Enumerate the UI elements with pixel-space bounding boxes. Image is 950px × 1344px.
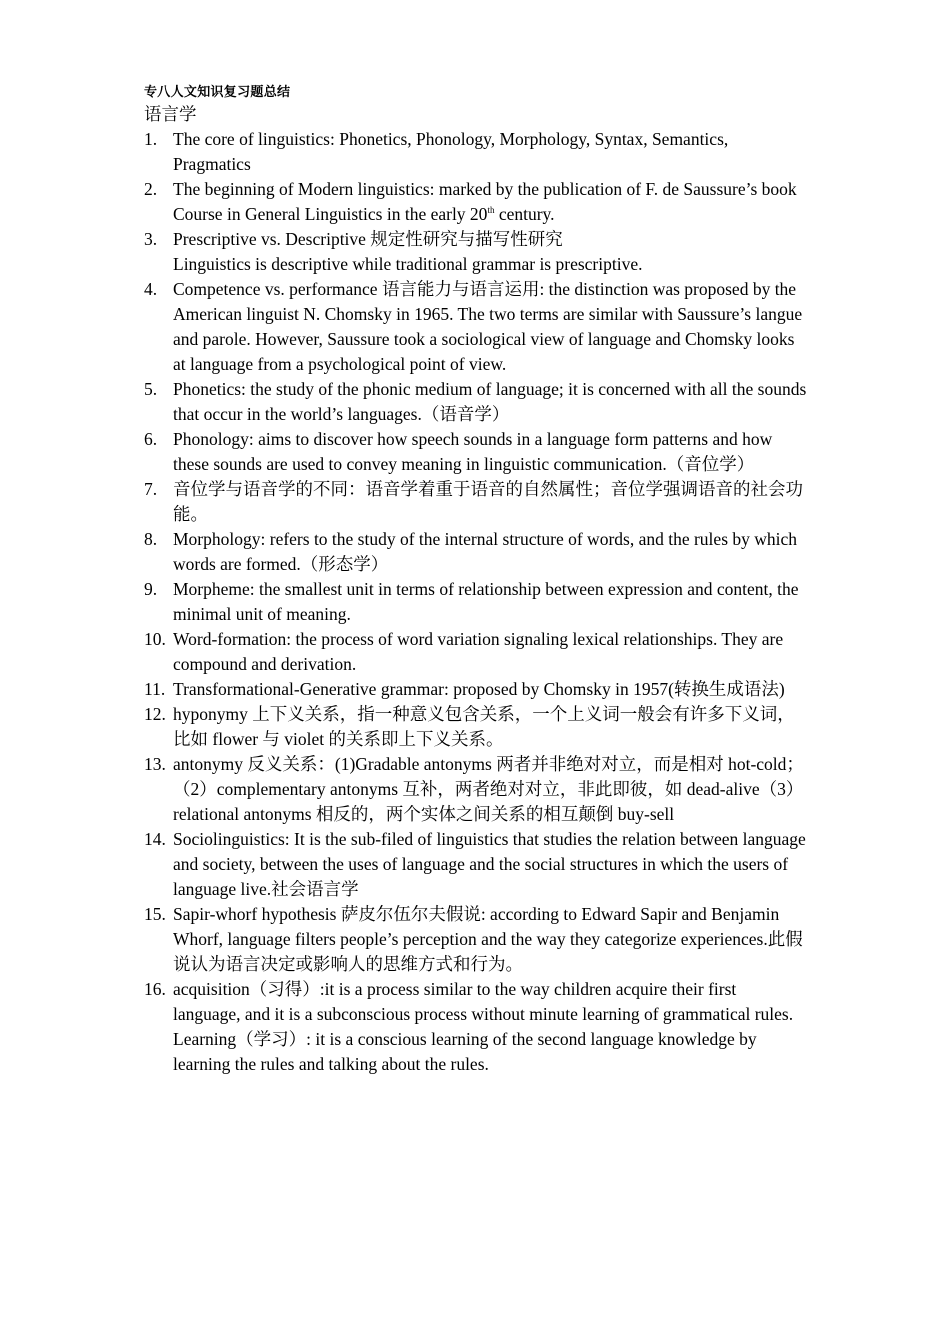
item-continuation: Linguistics is descriptive while traditional grammar is prescriptive. (173, 254, 643, 274)
item-text: Phonology: aims to discover how speech sounds in a language form patterns and how these sounds are used to convey meaning in linguistic communication.（音位学） (173, 429, 773, 474)
list-item (144, 427, 808, 477)
item-number: 10. (144, 629, 166, 649)
item-number: 5. (144, 379, 158, 399)
list-item (144, 377, 808, 427)
item-text: Phonetics: the study of the phonic medium of language; it is concerned with all the sounds that occur in the world’s languages.（语音学） (173, 379, 807, 424)
item-text: The core of linguistics: Phonetics, Phonology, Morphology, Syntax, Semantics, Pragmatics (173, 129, 729, 174)
item-text: Morphology: refers to the study of the internal structure of words, and the rules by which words are formed.（形态学） (173, 529, 798, 574)
item-text: Word-formation: the process of word variation signaling lexical relationships. They are compound and derivation. (173, 629, 784, 674)
item-text: antonymy 反义关系：(1)Gradable antonyms 两者并非绝对对立，而是相对 hot-cold；（2）complementary antonyms 互补，两者绝对对立，非此即彼，如 dead-alive（3）relational antonyms 相反的，两个实体之间关系的相互颠倒 buy-sell (173, 754, 804, 824)
item-number: 15. (144, 904, 166, 924)
item-text: Competence vs. performance 语言能力与语言运用: the distinction was proposed by the American linguist N. Chomsky in 1965. The two terms are similar with Saussure’s langue and parole. However, Saussure took a sociological view of language and Chomsky looks at language from a psychological point of view. (173, 279, 803, 374)
list-item (144, 527, 808, 577)
list-item (144, 752, 808, 827)
item-number: 9. (144, 579, 158, 599)
item-number: 6. (144, 429, 158, 449)
list-item (144, 227, 808, 277)
item-text: Sapir-whorf hypothesis 萨皮尔伍尔夫假说: according to Edward Sapir and Benjamin Whorf, language filters people’s perception and the way they categorize experiences.此假说认为语言决定或影响人的思维方式和行为。 (173, 904, 803, 974)
item-number: 4. (144, 279, 158, 299)
item-number: 3. (144, 229, 158, 249)
list-item (144, 477, 808, 527)
list-item (144, 277, 808, 377)
list-item (144, 177, 808, 227)
item-text: The beginning of Modern linguistics: marked by the publication of F. de Saussure’s book Course in General Linguistics in the early 20th century. (173, 179, 797, 224)
list-item (144, 702, 808, 752)
item-number: 8. (144, 529, 158, 549)
item-number: 11. (144, 679, 166, 699)
superscript: th (487, 205, 495, 216)
list-item (144, 827, 808, 902)
item-text: Morpheme: the smallest unit in terms of relationship between expression and content, the minimal unit of meaning. (173, 579, 799, 624)
item-text: hyponymy 上下义关系，指一种意义包含关系，一个上义词一般会有许多下义词，比如 flower 与 violet 的关系即上下义关系。 (173, 704, 795, 749)
item-number: 1. (144, 129, 158, 149)
item-text: Prescriptive vs. Descriptive 规定性研究与描写性研究 (173, 229, 563, 249)
item-number: 16. (144, 979, 166, 999)
item-text: 音位学与语音学的不同：语音学着重于语音的自然属性；音位学强调语音的社会功能。 (173, 479, 803, 524)
item-text: Transformational-Generative grammar: proposed by Chomsky in 1957(转换生成语法) (173, 679, 785, 699)
item-number: 2. (144, 179, 158, 199)
list-item (144, 627, 808, 677)
document-page (144, 82, 808, 1077)
item-number: 13. (144, 754, 166, 774)
term-list (144, 127, 808, 1077)
section-heading: 语言学 (144, 104, 197, 124)
item-continuation: Learning（学习）: it is a conscious learning of the second language knowledge by learning the rules and talking about the rules. (173, 1029, 757, 1074)
list-item (144, 902, 808, 977)
item-text: Sociolinguistics: It is the sub-filed of linguistics that studies the relation between language and society, between the uses of language and the social structures in which the users of language live.社会语言学 (173, 829, 806, 899)
document-title: 专八人文知识复习题总结 (144, 84, 291, 99)
list-item (144, 577, 808, 627)
list-item (144, 677, 808, 702)
item-number: 7. (144, 479, 158, 499)
item-text: acquisition（习得）:it is a process similar to the way children acquire their first language, and it is a subconscious process without minute learning of grammatical rules. (173, 979, 794, 1024)
item-number: 12. (144, 704, 166, 724)
list-item (144, 127, 808, 177)
item-number: 14. (144, 829, 166, 849)
list-item (144, 977, 808, 1077)
